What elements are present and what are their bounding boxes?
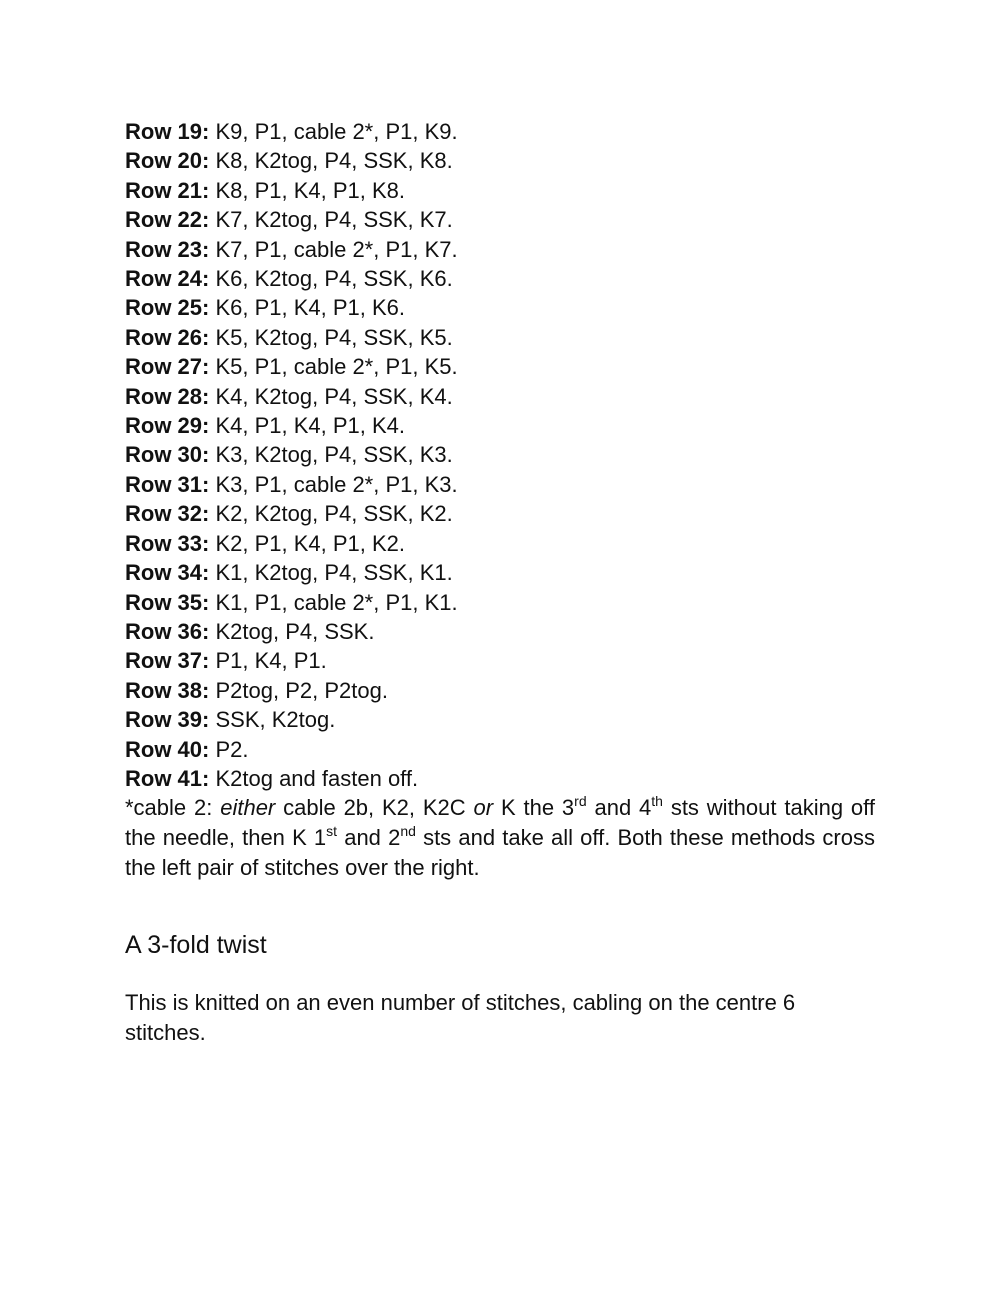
footnote-emphasis-or: or <box>473 795 494 821</box>
row-instruction: SSK, K2tog. <box>209 707 336 733</box>
pattern-row <box>125 705 875 734</box>
pattern-row <box>125 588 875 617</box>
row-label: Row 41: <box>125 765 210 791</box>
pattern-row <box>125 558 875 587</box>
row-label: Row 29: <box>125 413 210 439</box>
row-label: Row 27: <box>125 354 210 380</box>
section-heading: A 3-fold twist <box>125 931 267 960</box>
row-label: Row 20: <box>125 148 210 174</box>
row-label: Row 22: <box>125 207 210 233</box>
row-instruction: K8, K2tog, P4, SSK, K8. <box>209 148 453 174</box>
pattern-row <box>125 470 875 499</box>
ordinal-superscript: nd <box>400 823 416 840</box>
pattern-row <box>125 735 875 764</box>
pattern-row <box>125 676 875 705</box>
pattern-row <box>125 529 875 558</box>
row-instruction: K8, P1, K4, P1, K8. <box>209 177 406 203</box>
row-label: Row 30: <box>125 442 210 468</box>
pattern-row <box>125 235 875 264</box>
pattern-row <box>125 264 875 293</box>
row-label: Row 40: <box>125 736 210 762</box>
document-page <box>125 117 875 1047</box>
pattern-row <box>125 146 875 175</box>
row-label: Row 26: <box>125 324 210 350</box>
row-label: Row 35: <box>125 589 210 615</box>
ordinal-superscript: rd <box>574 793 587 810</box>
row-instruction: P2tog, P2, P2tog. <box>209 677 388 703</box>
section-body-text: This is knitted on an even number of stitches, cabling on the centre 6 stitches. <box>125 990 796 1045</box>
row-instruction: K1, P1, cable 2*, P1, K1. <box>209 589 458 615</box>
row-label: Row 24: <box>125 266 210 292</box>
footnote-text: sts without taking off the needle, then K 1 <box>125 795 875 851</box>
pattern-row <box>125 440 875 469</box>
row-instruction: P2. <box>209 736 249 762</box>
row-instruction: K4, K2tog, P4, SSK, K4. <box>209 383 453 409</box>
pattern-row <box>125 117 875 146</box>
footnote-text: and 4 <box>586 795 652 821</box>
row-instruction: K2tog and fasten off. <box>209 765 419 791</box>
pattern-row <box>125 293 875 322</box>
pattern-row <box>125 499 875 528</box>
row-label: Row 28: <box>125 383 210 409</box>
pattern-row <box>125 646 875 675</box>
row-instruction: P1, K4, P1. <box>209 648 327 674</box>
row-label: Row 38: <box>125 677 210 703</box>
pattern-row <box>125 205 875 234</box>
row-instruction: K7, P1, cable 2*, P1, K7. <box>209 236 458 262</box>
footnote-text: *cable 2: <box>125 795 221 821</box>
row-instruction: K5, K2tog, P4, SSK, K5. <box>209 324 453 350</box>
pattern-row <box>125 382 875 411</box>
pattern-row <box>125 617 875 646</box>
pattern-row <box>125 352 875 381</box>
row-label: Row 31: <box>125 471 210 497</box>
footnote-text: K the 3 <box>493 795 575 821</box>
row-label: Row 23: <box>125 236 210 262</box>
row-instruction: K4, P1, K4, P1, K4. <box>209 413 406 439</box>
pattern-rows-list <box>125 117 875 793</box>
row-label: Row 21: <box>125 177 210 203</box>
row-instruction: K5, P1, cable 2*, P1, K5. <box>209 354 458 380</box>
row-label: Row 33: <box>125 530 210 556</box>
row-instruction: K1, K2tog, P4, SSK, K1. <box>209 560 453 586</box>
row-instruction: K9, P1, cable 2*, P1, K9. <box>209 119 458 144</box>
row-instruction: K3, P1, cable 2*, P1, K3. <box>209 471 458 497</box>
row-instruction: K6, P1, K4, P1, K6. <box>209 295 406 321</box>
row-instruction: K2, K2tog, P4, SSK, K2. <box>209 501 453 527</box>
row-label: Row 32: <box>125 501 210 527</box>
footnote-text: and 2 <box>337 825 401 851</box>
pattern-row <box>125 411 875 440</box>
ordinal-superscript: th <box>651 793 663 810</box>
footnote-emphasis-either: either <box>220 795 276 821</box>
pattern-row <box>125 176 875 205</box>
row-instruction: K7, K2tog, P4, SSK, K7. <box>209 207 453 233</box>
pattern-row <box>125 323 875 352</box>
row-label: Row 25: <box>125 295 210 321</box>
row-instruction: K6, K2tog, P4, SSK, K6. <box>209 266 453 292</box>
row-instruction: K2tog, P4, SSK. <box>209 618 375 644</box>
row-instruction: K3, K2tog, P4, SSK, K3. <box>209 442 453 468</box>
row-label: Row 39: <box>125 707 210 733</box>
cable-footnote <box>125 793 875 883</box>
row-instruction: K2, P1, K4, P1, K2. <box>209 530 406 556</box>
row-label: Row 36: <box>125 618 210 644</box>
footnote-text: sts and take all off. Both these methods cross the left pair of stitches over the right. <box>125 825 875 881</box>
row-label: Row 19: <box>125 119 210 144</box>
pattern-row <box>125 764 875 793</box>
ordinal-superscript: st <box>326 823 338 840</box>
row-label: Row 37: <box>125 648 210 674</box>
footnote-text: cable 2b, K2, K2C <box>275 795 474 821</box>
row-label: Row 34: <box>125 560 210 586</box>
